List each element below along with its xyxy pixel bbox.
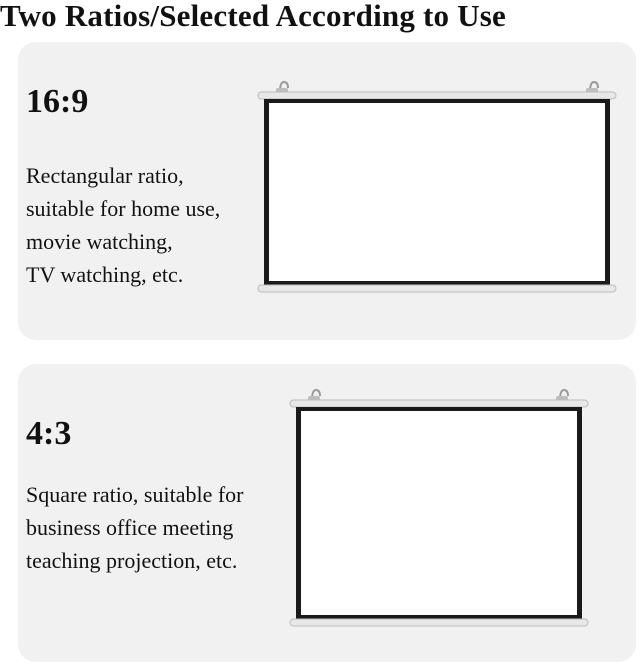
ratio-description [26, 159, 220, 291]
ratio-label: 4:3 [26, 415, 72, 452]
bottom-bar [258, 285, 616, 292]
hanging-hook-icon [556, 390, 568, 401]
description-line: teaching projection, etc. [26, 548, 238, 573]
description-line: Rectangular ratio, [26, 163, 184, 188]
bottom-bar [290, 619, 588, 626]
hanging-hook-icon [586, 82, 598, 93]
top-bar [290, 400, 588, 407]
ratio-card-4-3 [18, 364, 636, 662]
hanging-hook-icon [276, 82, 288, 93]
description-line: suitable for home use, [26, 196, 221, 221]
ratio-label: 16:9 [26, 83, 89, 120]
screen-surface [301, 411, 577, 615]
top-bar [258, 92, 616, 99]
hanging-hook-icon [308, 390, 320, 401]
ratio-description [26, 478, 244, 577]
page-title: Two Ratios/Selected According to Use [0, 0, 507, 33]
description-line: movie watching, [26, 229, 173, 254]
projector-screen-16-9-icon [256, 76, 620, 298]
projector-screen-4-3-icon [288, 384, 592, 636]
description-line: TV watching, etc. [26, 262, 184, 287]
description-line: Square ratio, suitable for [26, 482, 244, 507]
description-line: business office meeting [26, 515, 234, 540]
screen-surface [269, 103, 605, 281]
ratio-card-16-9 [18, 42, 636, 340]
